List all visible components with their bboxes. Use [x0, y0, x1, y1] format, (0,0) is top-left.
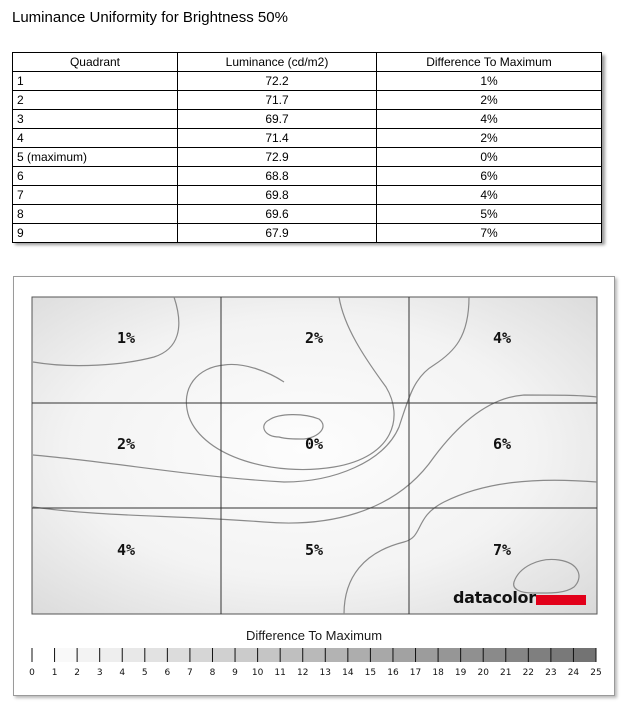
quadrant-4-label: 2% — [116, 435, 136, 453]
quadrant-cell: 6 — [13, 167, 178, 186]
scale-swatch — [483, 648, 506, 662]
table-header-row — [13, 53, 602, 72]
scale-label: 6 — [164, 668, 171, 678]
quadrant-9-label: 7% — [492, 541, 512, 559]
table-row — [13, 110, 602, 129]
table-row — [13, 205, 602, 224]
quadrant-6-label: 6% — [492, 435, 512, 453]
scale-swatch — [506, 648, 529, 662]
quadrant-cell: 1 — [13, 72, 178, 91]
column-header-quadrant: Quadrant — [13, 53, 178, 72]
scale-label: 9 — [232, 668, 238, 678]
scale-swatch — [416, 648, 439, 662]
scale-swatch — [235, 648, 258, 662]
scale-label: 22 — [522, 668, 535, 678]
quadrant-cell: 8 — [13, 205, 178, 224]
scale-label: 24 — [567, 668, 580, 678]
luminance-cell: 68.8 — [178, 167, 377, 186]
quadrant-cell: 4 — [13, 129, 178, 148]
difference-cell: 2% — [377, 129, 602, 148]
scale-label: 7 — [187, 668, 193, 678]
scale-label: 12 — [296, 668, 309, 678]
scale-swatch — [55, 648, 78, 662]
table-row — [13, 148, 602, 167]
scale-swatch — [212, 648, 235, 662]
table-row — [13, 186, 602, 205]
scale-swatch — [551, 648, 574, 662]
quadrant-5-label: 0% — [304, 435, 324, 453]
luminance-cell: 72.2 — [178, 72, 377, 91]
difference-cell: 4% — [377, 186, 602, 205]
luminance-cell: 71.7 — [178, 91, 377, 110]
scale-label: 14 — [342, 668, 354, 678]
scale-label: 1 — [51, 668, 58, 678]
difference-scale-bar — [32, 648, 596, 662]
quadrant-cell: 3 — [13, 110, 178, 129]
scale-swatch — [393, 648, 416, 662]
column-header-difference: Difference To Maximum — [377, 53, 602, 72]
scale-swatch — [573, 648, 596, 662]
scale-label: 18 — [432, 668, 444, 678]
scale-swatch — [190, 648, 213, 662]
scale-label: 5 — [141, 668, 148, 678]
quadrant-8-label: 5% — [304, 541, 324, 559]
scale-label: 2 — [74, 668, 80, 678]
scale-label: 4 — [119, 668, 126, 678]
scale-label: 19 — [454, 668, 467, 678]
luminance-cell: 69.8 — [178, 186, 377, 205]
table-row — [13, 91, 602, 110]
luminance-cell: 71.4 — [178, 129, 377, 148]
quadrant-1-label: 1% — [116, 329, 136, 347]
scale-swatch — [167, 648, 190, 662]
difference-cell: 2% — [377, 91, 602, 110]
scale-label: 13 — [319, 668, 332, 678]
scale-label: 11 — [274, 668, 286, 678]
scale-label: 16 — [387, 668, 399, 678]
luminance-table-container — [12, 52, 602, 242]
scale-label: 17 — [409, 668, 422, 678]
quadrant-7-label: 4% — [116, 541, 136, 559]
page-title: Luminance Uniformity for Brightness 50% — [12, 9, 288, 26]
scale-swatch — [528, 648, 551, 662]
quadrant-cell: 5 (maximum) — [13, 148, 178, 167]
difference-cell: 0% — [377, 148, 602, 167]
luminance-table — [12, 52, 602, 243]
datacolor-logo: datacolor — [453, 588, 536, 607]
difference-cell: 6% — [377, 167, 602, 186]
table-row — [13, 72, 602, 91]
scale-swatch — [122, 648, 145, 662]
difference-scale-labels — [29, 668, 602, 678]
luminance-cell: 69.6 — [178, 205, 377, 224]
scale-label: 8 — [209, 668, 216, 678]
luminance-cell: 69.7 — [178, 110, 377, 129]
difference-cell: 1% — [377, 72, 602, 91]
difference-cell: 4% — [377, 110, 602, 129]
scale-label: 0 — [29, 668, 35, 678]
table-row — [13, 224, 602, 243]
scale-swatch — [461, 648, 484, 662]
scale-label: 25 — [590, 668, 602, 678]
quadrant-cell: 7 — [13, 186, 178, 205]
scale-label: 10 — [251, 668, 264, 678]
quadrant-2-label: 2% — [304, 329, 324, 347]
datacolor-logo-bar — [536, 595, 586, 605]
luminance-cell: 72.9 — [178, 148, 377, 167]
column-header-luminance: Luminance (cd/m2) — [178, 53, 377, 72]
scale-swatch — [258, 648, 281, 662]
uniformity-map-panel — [13, 276, 615, 696]
quadrant-cell: 9 — [13, 224, 178, 243]
quadrant-cell: 2 — [13, 91, 178, 110]
scale-swatch — [280, 648, 303, 662]
scale-swatch — [348, 648, 371, 662]
scale-swatch — [32, 648, 55, 662]
scale-swatch — [370, 648, 393, 662]
luminance-cell: 67.9 — [178, 224, 377, 243]
scale-label: 21 — [500, 668, 512, 678]
scale-label: 15 — [364, 668, 377, 678]
scale-label: 3 — [96, 668, 103, 678]
scale-label: 23 — [545, 668, 557, 678]
quadrant-3-label: 4% — [492, 329, 512, 347]
difference-cell: 7% — [377, 224, 602, 243]
table-row — [13, 129, 602, 148]
scale-swatch — [303, 648, 326, 662]
scale-swatch — [325, 648, 348, 662]
scale-swatch — [77, 648, 100, 662]
scale-swatch — [145, 648, 168, 662]
scale-swatch — [100, 648, 123, 662]
legend-title: Difference To Maximum — [245, 628, 383, 643]
scale-label: 20 — [477, 668, 489, 678]
scale-swatch — [438, 648, 461, 662]
table-row — [13, 167, 602, 186]
difference-cell: 5% — [377, 205, 602, 224]
